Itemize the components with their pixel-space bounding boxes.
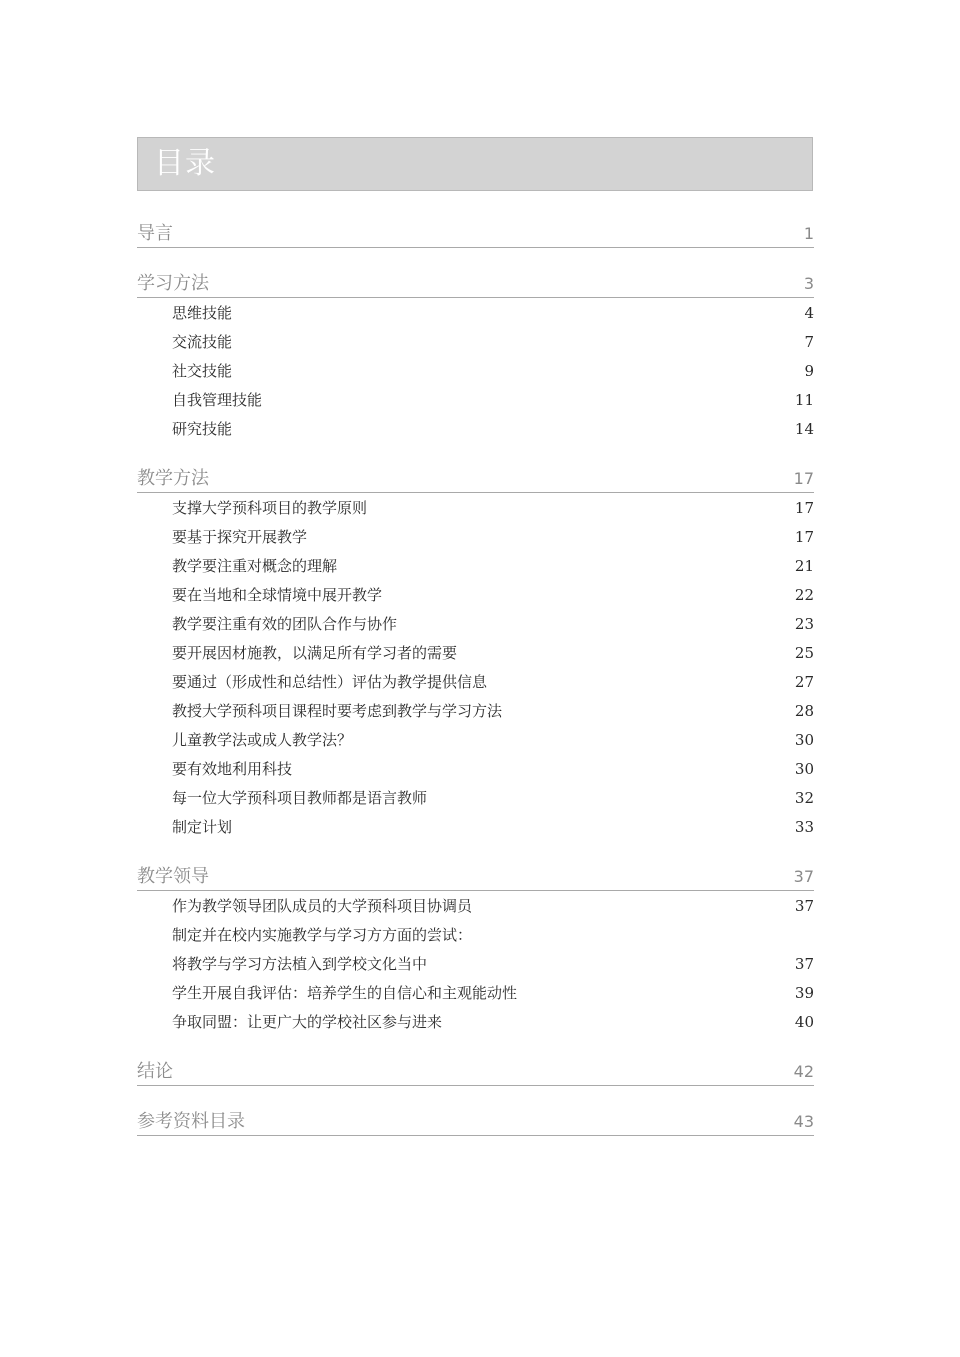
section-title: 教学领导 [137, 866, 209, 887]
toc-entry[interactable] [137, 725, 814, 754]
toc-section [137, 218, 814, 248]
section-page-number: 1 [803, 224, 814, 243]
toc-section [137, 1056, 814, 1086]
toc-section [137, 861, 814, 1036]
entry-page-number: 33 [794, 818, 814, 836]
entry-title: 自我管理技能 [172, 391, 263, 409]
toc-section-heading[interactable] [137, 268, 814, 298]
section-page-number: 17 [793, 469, 814, 488]
entry-title: 教授大学预科项目课程时要考虑到教学与学习方法 [172, 702, 503, 720]
toc-entry[interactable] [137, 783, 814, 812]
section-title: 学习方法 [137, 273, 209, 294]
toc-section-heading[interactable] [137, 218, 814, 248]
entry-title: 要有效地利用科技 [172, 760, 293, 778]
entry-page-number: 11 [794, 391, 814, 409]
entry-page-number: 17 [794, 499, 814, 517]
toc-entry[interactable] [137, 754, 814, 783]
toc-entry[interactable] [137, 356, 814, 385]
entry-page-number: 23 [794, 615, 814, 633]
section-page-number: 3 [803, 274, 814, 293]
toc-entry[interactable] [137, 812, 814, 841]
entry-title: 要通过（形成性和总结性）评估为教学提供信息 [172, 673, 488, 691]
section-title: 参考资料目录 [137, 1111, 245, 1132]
toc-entry[interactable] [137, 1007, 814, 1036]
entry-page-number: 30 [794, 731, 814, 749]
toc-entry[interactable] [137, 580, 814, 609]
entry-title: 要在当地和全球情境中展开教学 [172, 586, 383, 604]
toc-section-heading[interactable] [137, 1056, 814, 1086]
entry-title: 将教学与学习方法植入到学校文化当中 [172, 955, 428, 973]
entry-title: 支撑大学预科项目的教学原则 [172, 499, 368, 517]
entry-page-number: 40 [794, 1013, 814, 1031]
entry-page-number: 4 [804, 304, 814, 322]
toc-entry[interactable] [137, 978, 814, 1007]
section-page-number: 43 [793, 1112, 814, 1131]
entry-page-number: 28 [794, 702, 814, 720]
section-title: 结论 [137, 1061, 173, 1082]
entry-page-number: 9 [804, 362, 814, 380]
entry-title: 儿童教学法或成人教学法？ [172, 731, 353, 749]
toc-entry[interactable] [137, 696, 814, 725]
section-title: 教学方法 [137, 468, 209, 489]
entry-title: 制定并在校内实施教学与学习方方面的尝试： [172, 926, 473, 944]
toc-entry[interactable] [137, 414, 814, 443]
entry-page-number: 22 [794, 586, 814, 604]
entry-page-number: 37 [794, 897, 814, 915]
toc-title-bar [137, 137, 813, 191]
entry-title: 教学要注重对概念的理解 [172, 557, 338, 575]
entry-page-number: 25 [794, 644, 814, 662]
entry-title: 学生开展自我评估：培养学生的自信心和主观能动性 [172, 984, 518, 1002]
entry-title: 制定计划 [172, 818, 233, 836]
toc-section-heading[interactable] [137, 861, 814, 891]
section-title: 导言 [137, 223, 173, 244]
toc-entry[interactable] [137, 327, 814, 356]
section-page-number: 37 [793, 867, 814, 886]
entry-page-number: 30 [794, 760, 814, 778]
toc-entry[interactable] [137, 385, 814, 414]
toc-section-heading[interactable] [137, 463, 814, 493]
toc-entry-list [137, 298, 814, 443]
entry-title: 要基于探究开展教学 [172, 528, 308, 546]
entry-title: 思维技能 [172, 304, 233, 322]
toc-section [137, 1106, 814, 1136]
entry-page-number: 14 [794, 420, 814, 438]
entry-page-number: 32 [794, 789, 814, 807]
entry-page-number: 7 [804, 333, 814, 351]
toc-entry[interactable] [137, 493, 814, 522]
table-of-contents [137, 218, 814, 1156]
entry-page-number: 21 [794, 557, 814, 575]
entry-title: 争取同盟：让更广大的学校社区参与进来 [172, 1013, 443, 1031]
entry-title: 研究技能 [172, 420, 233, 438]
toc-section [137, 268, 814, 443]
entry-page-number: 17 [794, 528, 814, 546]
toc-entry[interactable] [137, 298, 814, 327]
toc-entry[interactable] [137, 667, 814, 696]
toc-entry-list [137, 891, 814, 1036]
entry-page-number: 37 [794, 955, 814, 973]
entry-title: 交流技能 [172, 333, 233, 351]
entry-title: 每一位大学预科项目教师都是语言教师 [172, 789, 428, 807]
page-title: 目录 [154, 146, 216, 181]
toc-entry[interactable] [137, 891, 814, 920]
toc-entry[interactable] [137, 609, 814, 638]
toc-entry[interactable] [137, 551, 814, 580]
toc-entry[interactable] [137, 638, 814, 667]
entry-title: 作为教学领导团队成员的大学预科项目协调员 [172, 897, 473, 915]
entry-title: 教学要注重有效的团队合作与协作 [172, 615, 398, 633]
toc-entry[interactable] [137, 949, 814, 978]
entry-page-number: 39 [794, 984, 814, 1002]
toc-section-heading[interactable] [137, 1106, 814, 1136]
toc-entry[interactable] [137, 522, 814, 551]
toc-entry[interactable] [137, 920, 814, 949]
entry-title: 社交技能 [172, 362, 233, 380]
toc-entry-list [137, 493, 814, 841]
toc-section [137, 463, 814, 841]
section-page-number: 42 [793, 1062, 814, 1081]
entry-page-number: 27 [794, 673, 814, 691]
entry-title: 要开展因材施教，以满足所有学习者的需要 [172, 644, 458, 662]
